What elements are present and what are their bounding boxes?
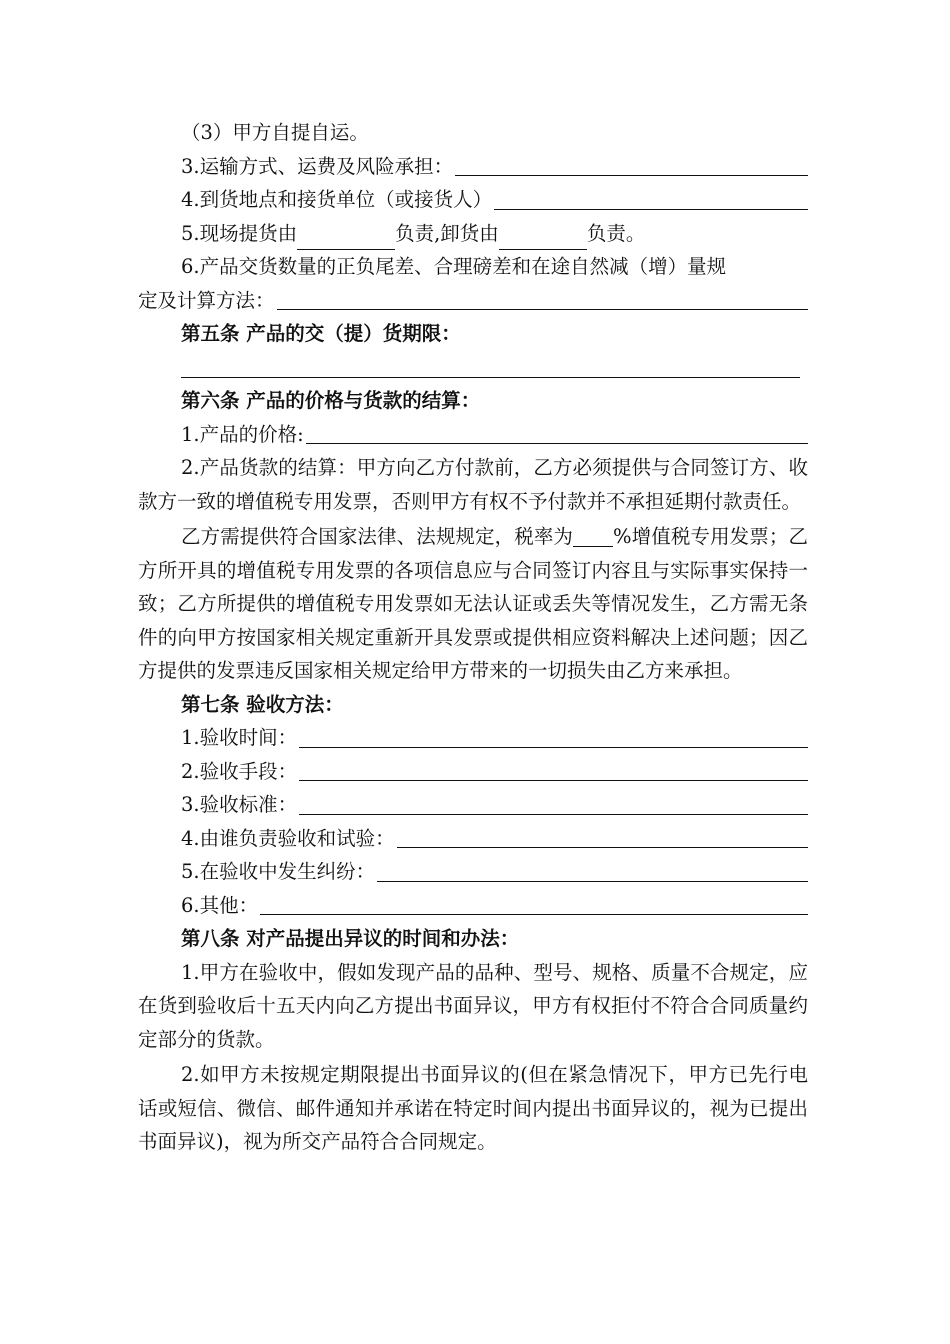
item-inspection-time: 1.验收时间： xyxy=(138,721,808,755)
item-self-pickup: （3）甲方自提自运。 xyxy=(181,121,369,144)
unload-party-blank[interactable] xyxy=(499,227,587,250)
item-quantity-tolerance: 6.产品交货数量的正负尾差、合理磅差和在途自然减（增）量规 xyxy=(181,255,727,278)
inspection-standard-blank[interactable] xyxy=(299,814,808,815)
delivery-period-line[interactable] xyxy=(138,351,808,385)
inspection-dispute-blank[interactable] xyxy=(377,881,808,882)
delivery-period-blank[interactable] xyxy=(181,377,800,378)
tax-rate-blank[interactable] xyxy=(573,526,613,547)
item-onsite-pickup: 5.现场提货由 负责,卸货由 负责。 xyxy=(138,217,808,251)
item-inspection-dispute: 5.在验收中发生纠纷： xyxy=(138,855,808,889)
contract-page xyxy=(138,116,808,1159)
objection-clause-1: 1.甲方在验收中，假如发现产品的品种、型号、规格、质量不合规定，应在货到验收后十五天内向乙方提出书面异议，甲方有权拒付不符合合同质量约定部分的货款。 xyxy=(138,960,808,1051)
payment-settlement-paragraph: 2.产品货款的结算：甲方向乙方付款前，乙方必须提供与合同签订方、收款方一致的增值税专用发票，否则甲方有权不予付款并不承担延期付款责任。 xyxy=(138,456,808,513)
article-6-heading: 第六条 产品的价格与货款的结算： xyxy=(181,389,481,412)
inspection-other-blank[interactable] xyxy=(260,914,808,915)
item-inspection-other: 6.其他： xyxy=(138,889,808,923)
objection-clause-2: 2.如甲方未按规定期限提出书面异议的(但在紧急情况下，甲方已先行电话或短信、微信、邮件通知并承诺在特定时间内提出书面异议的，视为已提出书面异议)，视为所交产品符合合同规定。 xyxy=(138,1063,808,1153)
inspection-responsible-blank[interactable] xyxy=(397,847,808,848)
article-8-heading: 第八条 对产品提出异议的时间和办法： xyxy=(181,927,520,950)
item-product-price: 1.产品的价格: xyxy=(138,418,808,452)
pickup-party-blank[interactable] xyxy=(297,227,395,250)
item-inspection-standard: 3.验收标准： xyxy=(138,788,808,822)
inspection-time-blank[interactable] xyxy=(299,747,808,748)
item-delivery-location: 4.到货地点和接货单位（或接货人） xyxy=(138,183,808,217)
item-transport-method: 3.运输方式、运费及风险承担： xyxy=(138,150,808,184)
transport-method-blank[interactable] xyxy=(455,175,808,176)
calculation-method-blank[interactable] xyxy=(277,309,808,310)
item-quantity-tolerance-cont: 定及计算方法： xyxy=(138,284,808,318)
item-inspection-responsible: 4.由谁负责验收和试验： xyxy=(138,822,808,856)
product-price-blank[interactable] xyxy=(306,443,808,444)
inspection-means-blank[interactable] xyxy=(299,780,808,781)
invoice-requirement-paragraph: 乙方需提供符合国家法律、法规规定，税率为 %增值税专用发票；乙方所开具的增值税专用发票的各项信息应与合同签订内容且与实际事实保持一致；乙方所提供的增值税专用发票如无法认证或丢失等情况发生，乙方需无条件的向甲方按国家相关规定重新开具发票或提供相应资料解决上述问题；因乙方提供的发票违反国家相关规定给甲方带来的一切损失由乙方来承担。 xyxy=(138,525,808,682)
article-7-heading: 第七条 验收方法： xyxy=(181,692,344,716)
item-inspection-means: 2.验收手段： xyxy=(138,755,808,789)
delivery-location-blank[interactable] xyxy=(494,209,808,210)
article-5-heading: 第五条 产品的交（提）货期限： xyxy=(181,322,461,345)
